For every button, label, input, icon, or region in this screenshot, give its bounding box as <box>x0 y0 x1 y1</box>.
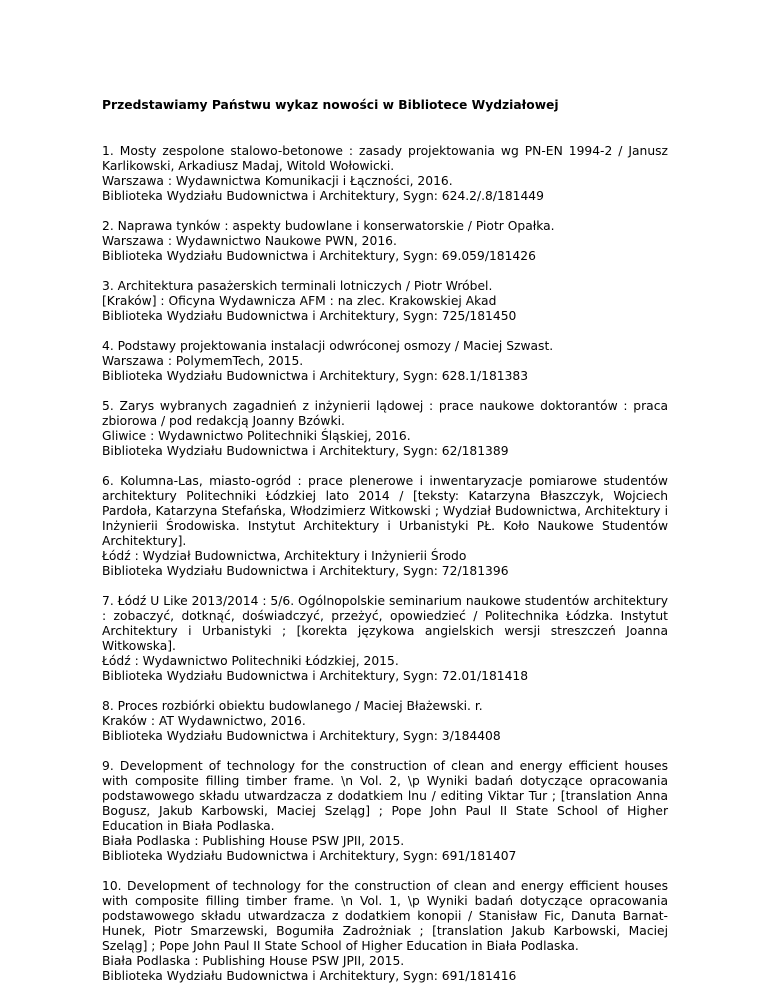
entry-location: Biblioteka Wydziału Budownictwa i Architektury, Sygn: 72.01/181418 <box>102 669 529 683</box>
entry-description: 8. Proces rozbiórki obiektu budowlanego / Maciej Błażewski. r. <box>102 699 483 713</box>
entry-publisher: Biała Podlaska : Publishing House PSW JPII, 2015. <box>102 834 405 848</box>
entry-location: Biblioteka Wydziału Budownictwa i Architektury, Sygn: 3/184408 <box>102 729 501 743</box>
entry-location: Biblioteka Wydziału Budownictwa i Architektury, Sygn: 62/181389 <box>102 444 509 458</box>
entry-location: Biblioteka Wydziału Budownictwa i Architektury, Sygn: 624.2/.8/181449 <box>102 189 544 203</box>
entry-description: 5. Zarys wybranych zagadnień z inżynierii lądowej : prace naukowe doktorantów : praca zbiorowa / pod redakcją Joanny Bzówki. <box>102 399 668 428</box>
entry-description: 7. Łódź U Like 2013/2014 : 5/6. Ogólnopolskie seminarium naukowe studentów architektury : zobaczyć, dotknąć, doświadczyć, przeżyć, opowiedzieć / Politechnika Łódzka. Instytut Architektury i Urbanistyki ; [korekta językowa angielskich wersji streszczeń Joanna Witkowska]. <box>102 594 668 653</box>
page-title: Przedstawiamy Państwu wykaz nowości w Bibliotece Wydziałowej <box>102 98 559 112</box>
entry-publisher: Łódź : Wydział Budownictwa, Architektury i Inżynierii Środo <box>102 549 467 563</box>
entry-location: Biblioteka Wydziału Budownictwa i Architektury, Sygn: 628.1/181383 <box>102 369 529 383</box>
entry-description: 3. Architektura pasażerskich terminali lotniczych / Piotr Wróbel. <box>102 279 493 293</box>
list-item <box>102 594 668 684</box>
entry-description: 2. Naprawa tynków : aspekty budowlane i konserwatorskie / Piotr Opałka. <box>102 219 555 233</box>
entry-description: 1. Mosty zespolone stalowo-betonowe : zasady projektowania wg PN-EN 1994-2 / Janusz Karlikowski, Arkadiusz Madaj, Witold Wołowicki. <box>102 144 668 173</box>
list-item <box>102 279 668 324</box>
entry-publisher: Biała Podlaska : Publishing House PSW JPII, 2015. <box>102 954 405 968</box>
entry-description: 4. Podstawy projektowania instalacji odwróconej osmozy / Maciej Szwast. <box>102 339 554 353</box>
entry-description: 10. Development of technology for the construction of clean and energy efficient houses with composite filling timber frame. \n Vol. 1, \p Wyniki badań dotyczące opracowania podstawowego składu utwardzacza z dodatkiem konopii / Stanisław Fic, Danuta Barnat-Hunek, Piotr Smarzewski, Bogumiła Zadrożniak ; [translation Jakub Karbowski, Maciej Szeląg] ; Pope John Paul II State School of Higher Education in Biała Podlaska. <box>102 879 668 953</box>
list-item <box>102 474 668 579</box>
document-page <box>102 98 668 999</box>
list-item <box>102 144 668 204</box>
entry-publisher: Łódź : Wydawnictwo Politechniki Łódzkiej, 2015. <box>102 654 399 668</box>
entry-location: Biblioteka Wydziału Budownictwa i Architektury, Sygn: 72/181396 <box>102 564 509 578</box>
list-item <box>102 699 668 744</box>
entry-publisher: Gliwice : Wydawnictwo Politechniki Śląskiej, 2016. <box>102 429 411 443</box>
list-item <box>102 879 668 984</box>
entry-publisher: Warszawa : Wydawnictwa Komunikacji i Łączności, 2016. <box>102 174 453 188</box>
entry-description: 9. Development of technology for the construction of clean and energy efficient houses with composite filling timber frame. \n Vol. 2, \p Wyniki badań dotyczące opracowania podstawowego składu utwardzacza z dodatkiem lnu / editing Viktar Tur ; [translation Anna Bogusz, Jakub Karbowski, Maciej Szeląg] ; Pope John Paul II State School of Higher Education in Biała Podlaska. <box>102 759 668 833</box>
entry-location: Biblioteka Wydziału Budownictwa i Architektury, Sygn: 725/181450 <box>102 309 517 323</box>
entry-location: Biblioteka Wydziału Budownictwa i Architektury, Sygn: 691/181416 <box>102 969 517 983</box>
entry-list <box>102 144 668 984</box>
list-item <box>102 339 668 384</box>
list-item <box>102 759 668 864</box>
entry-description: 6. Kolumna-Las, miasto-ogród : prace plenerowe i inwentaryzacje pomiarowe studentów architektury Politechniki Łódzkiej lato 2014 / [teksty: Katarzyna Błaszczyk, Wojciech Pardoła, Katarzyna Stefańska, Włodzimierz Witkowski ; Wydział Budownictwa, Architektury i Inżynierii Środowiska. Instytut Architektury i Urbanistyki PŁ. Koło Naukowe Studentów Architektury]. <box>102 474 668 548</box>
entry-publisher: Warszawa : PolymemTech, 2015. <box>102 354 304 368</box>
entry-publisher: Kraków : AT Wydawnictwo, 2016. <box>102 714 306 728</box>
entry-publisher: Warszawa : Wydawnictwo Naukowe PWN, 2016. <box>102 234 397 248</box>
list-item <box>102 399 668 459</box>
entry-location: Biblioteka Wydziału Budownictwa i Architektury, Sygn: 691/181407 <box>102 849 517 863</box>
entry-location: Biblioteka Wydziału Budownictwa i Architektury, Sygn: 69.059/181426 <box>102 249 536 263</box>
list-item <box>102 219 668 264</box>
entry-publisher: [Kraków] : Oficyna Wydawnicza AFM : na zlec. Krakowskiej Akad <box>102 294 497 308</box>
